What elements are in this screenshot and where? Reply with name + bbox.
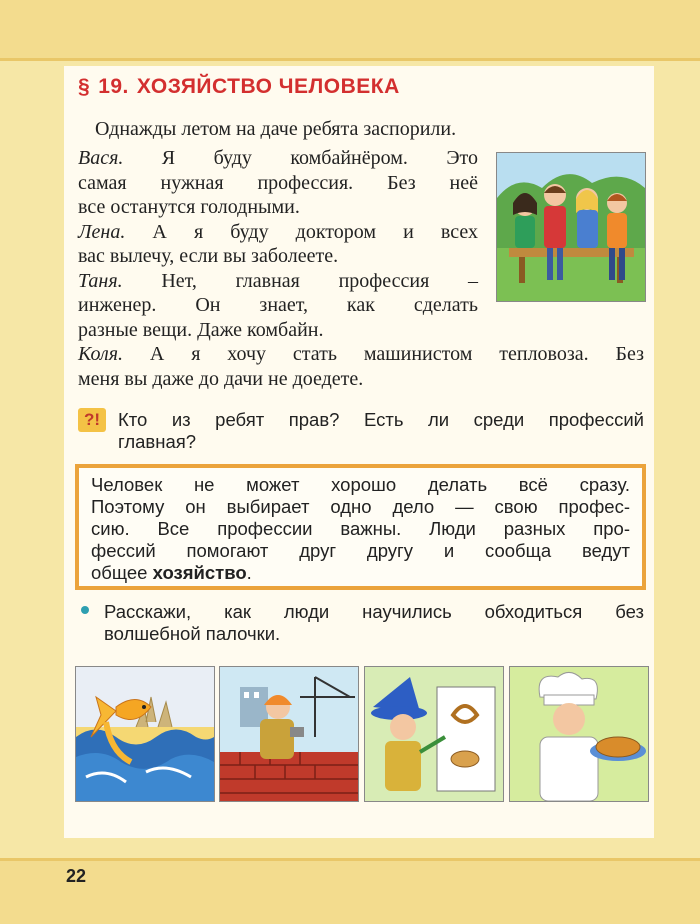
kids-on-bench-illustration [496, 152, 646, 302]
rule-line: Человек не может хорошо делать всё сразу. [91, 474, 630, 495]
dialog-line: Коля. А я хочу стать машинистом тепловоза. Без [78, 343, 644, 365]
intro-text: Однажды летом на даче ребята заспорили. [95, 118, 457, 140]
section-title: ХОЗЯЙСТВО ЧЕЛОВЕКА [136, 75, 400, 98]
key-term: хозяйство [152, 562, 247, 583]
dialog-line: вас вылечу, если вы заболеете. [78, 245, 339, 267]
artist-illustration [364, 666, 504, 802]
dialog-line: Вася. Я буду комбайнёром. Это [78, 147, 478, 169]
dialog-line: самая нужная профессия. Без неё [78, 171, 478, 194]
dialog-line: Лена. А я буду доктором и всех [78, 220, 478, 243]
task-text [104, 601, 644, 645]
section-number: 19. [98, 75, 129, 98]
rule-line: Поэтому он выбирает одно дело — свою профес- [91, 496, 630, 517]
page-number: 22 [66, 866, 87, 886]
dialog-kolya [78, 342, 644, 391]
dialog-line: Таня. Нет, главная профессия – [78, 269, 478, 292]
goldfish-illustration [75, 666, 215, 802]
question-line: Кто из ребят прав? Есть ли среди профессий [118, 409, 644, 430]
dialog-block [78, 146, 478, 342]
dialog-line: все останутся голодными. [78, 196, 300, 218]
speaker-name: Коля. [78, 343, 124, 365]
baker-illustration [509, 666, 649, 802]
rule-line: сию. Все профессии важны. Люди разных про- [91, 518, 630, 539]
page-title [78, 75, 408, 99]
dialog-line: меня вы даже до дачи не доедете. [78, 367, 364, 390]
top-band [0, 0, 700, 61]
rule-line: общее хозяйство. [91, 562, 252, 583]
question-icon: ?! [78, 408, 106, 432]
dialog-line: инженер. Он знает, как сделать [78, 294, 478, 316]
speaker-name: Таня. [78, 269, 123, 292]
builder-illustration [219, 666, 359, 802]
rule-text [91, 474, 630, 584]
speaker-name: Лена. [78, 220, 126, 243]
rule-box [75, 464, 646, 590]
task-line: волшебной палочки. [104, 623, 281, 644]
task-line: Расскажи, как люди научились обходиться без [104, 601, 644, 622]
rule-line: фессий помогают друг другу и сообща ведут [91, 540, 630, 561]
dialog-line: разные вещи. Даже комбайн. [78, 318, 324, 341]
bullet-icon [81, 606, 89, 614]
section-sign: § [78, 75, 91, 98]
question-line: главная? [118, 431, 197, 452]
question-text [118, 409, 644, 453]
bottom-band [0, 858, 700, 924]
speaker-name: Вася. [78, 147, 124, 169]
